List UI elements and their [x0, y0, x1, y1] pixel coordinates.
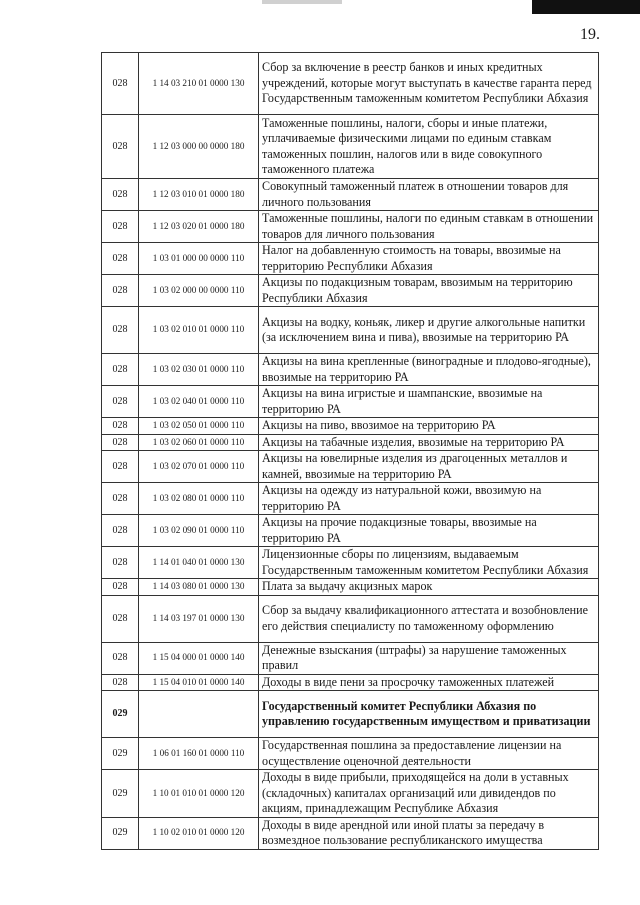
admin-code-cell: 028 [102, 515, 139, 547]
kbk-code-cell [139, 691, 259, 738]
admin-code-cell: 028 [102, 307, 139, 354]
revenue-name-cell: Акцизы на табачные изделия, ввозимые на территорию РА [259, 434, 599, 451]
table-row [102, 451, 599, 483]
table-row [102, 579, 599, 596]
revenue-name-cell: Денежные взыскания (штрафы) за нарушение таможенных правил [259, 642, 599, 674]
revenue-name-cell: Сбор за включение в реестр банков и иных кредитных учреждений, которые могут выступать в качестве гаранта перед Государственным таможенным комитетом Республики Абхазия [259, 53, 599, 115]
revenue-name-cell: Акцизы на одежду из натуральной кожи, ввозимую на территорию РА [259, 483, 599, 515]
table-row [102, 53, 599, 115]
table-row [102, 817, 599, 849]
table-row [102, 307, 599, 354]
revenue-name-cell: Доходы в виде пени за просрочку таможенных платежей [259, 674, 599, 691]
admin-code-cell: 028 [102, 483, 139, 515]
kbk-code-cell: 1 03 02 080 01 0000 110 [139, 483, 259, 515]
revenue-name-cell: Таможенные пошлины, налоги по единым ставкам в отношении товаров для личного пользования [259, 211, 599, 243]
admin-code-cell: 028 [102, 275, 139, 307]
table-row [102, 179, 599, 211]
kbk-code-cell: 1 06 01 160 01 0000 110 [139, 738, 259, 770]
table-row [102, 275, 599, 307]
table-row [102, 674, 599, 691]
kbk-code-cell: 1 15 04 000 01 0000 140 [139, 642, 259, 674]
table-row [102, 547, 599, 579]
table-row [102, 770, 599, 818]
admin-code-cell: 029 [102, 691, 139, 738]
kbk-code-cell: 1 14 01 040 01 0000 130 [139, 547, 259, 579]
scan-artifact-corner [532, 0, 640, 14]
table-row [102, 642, 599, 674]
kbk-code-cell: 1 03 02 040 01 0000 110 [139, 386, 259, 418]
kbk-code-cell: 1 03 02 090 01 0000 110 [139, 515, 259, 547]
revenue-name-cell: Государственный комитет Республики Абхазия по управлению государственным имуществом и приватизации [259, 691, 599, 738]
kbk-code-cell: 1 14 03 197 01 0000 130 [139, 595, 259, 642]
table-row [102, 354, 599, 386]
revenue-name-cell: Акцизы на пиво, ввозимое на территорию РА [259, 418, 599, 435]
table-row [102, 738, 599, 770]
admin-code-cell: 028 [102, 53, 139, 115]
revenue-name-cell: Акцизы на ювелирные изделия из драгоценных металлов и камней, ввозимые на территорию РА [259, 451, 599, 483]
table-body [102, 53, 599, 850]
table-row [102, 483, 599, 515]
table-row [102, 386, 599, 418]
admin-code-cell: 029 [102, 817, 139, 849]
kbk-code-cell: 1 12 03 010 01 0000 180 [139, 179, 259, 211]
revenue-codes-table [101, 52, 599, 850]
table-row [102, 418, 599, 435]
kbk-code-cell: 1 03 02 050 01 0000 110 [139, 418, 259, 435]
kbk-code-cell: 1 12 03 000 00 0000 180 [139, 115, 259, 179]
kbk-code-cell: 1 10 02 010 01 0000 120 [139, 817, 259, 849]
kbk-code-cell: 1 15 04 010 01 0000 140 [139, 674, 259, 691]
kbk-code-cell: 1 03 02 070 01 0000 110 [139, 451, 259, 483]
table-row [102, 211, 599, 243]
revenue-name-cell: Налог на добавленную стоимость на товары, ввозимые на территорию Республики Абхазия [259, 243, 599, 275]
revenue-name-cell: Плата за выдачу акцизных марок [259, 579, 599, 596]
admin-code-cell: 028 [102, 595, 139, 642]
admin-code-cell: 028 [102, 115, 139, 179]
admin-code-cell: 028 [102, 418, 139, 435]
admin-code-cell: 029 [102, 770, 139, 818]
revenue-name-cell: Совокупный таможенный платеж в отношении товаров для личного пользования [259, 179, 599, 211]
admin-code-cell: 028 [102, 179, 139, 211]
kbk-code-cell: 1 03 02 000 00 0000 110 [139, 275, 259, 307]
kbk-code-cell: 1 14 03 080 01 0000 130 [139, 579, 259, 596]
admin-code-cell: 028 [102, 674, 139, 691]
table-row [102, 595, 599, 642]
revenue-name-cell: Сбор за выдачу квалификационного аттестата и возобновление его действия специалисту по таможенному оформлению [259, 595, 599, 642]
admin-code-cell: 028 [102, 451, 139, 483]
admin-code-cell: 028 [102, 354, 139, 386]
admin-code-cell: 028 [102, 547, 139, 579]
kbk-code-cell: 1 03 02 030 01 0000 110 [139, 354, 259, 386]
revenue-name-cell: Акцизы на водку, коньяк, ликер и другие алкогольные напитки (за исключением вина и пива), ввозимые на территорию РА [259, 307, 599, 354]
page-number: 19. [580, 26, 600, 43]
admin-code-cell: 029 [102, 738, 139, 770]
kbk-code-cell: 1 14 03 210 01 0000 130 [139, 53, 259, 115]
kbk-code-cell: 1 03 01 000 00 0000 110 [139, 243, 259, 275]
revenue-name-cell: Таможенные пошлины, налоги, сборы и иные платежи, уплачиваемые физическими лицами по единым ставкам таможенных пошлин, налогов или в виде совокупного таможенного платежа [259, 115, 599, 179]
admin-code-cell: 028 [102, 211, 139, 243]
revenue-name-cell: Доходы в виде прибыли, приходящейся на доли в уставных (складочных) капиталах организаций или дивидендов по акциям, принадлежащим Республике Абхазия [259, 770, 599, 818]
revenue-name-cell: Акцизы по подакцизным товарам, ввозимым на территорию Республики Абхазия [259, 275, 599, 307]
revenue-name-cell: Государственная пошлина за предоставление лицензии на осуществление оценочной деятельности [259, 738, 599, 770]
kbk-code-cell: 1 12 03 020 01 0000 180 [139, 211, 259, 243]
table-row [102, 115, 599, 179]
admin-code-cell: 028 [102, 434, 139, 451]
admin-code-cell: 028 [102, 579, 139, 596]
revenue-name-cell: Акцизы на прочие подакцизные товары, ввозимые на территорию РА [259, 515, 599, 547]
table-row [102, 515, 599, 547]
revenue-name-cell: Акцизы на вина игристые и шампанские, ввозимые на территорию РА [259, 386, 599, 418]
table-row [102, 691, 599, 738]
table-row [102, 434, 599, 451]
admin-code-cell: 028 [102, 243, 139, 275]
kbk-code-cell: 1 03 02 060 01 0000 110 [139, 434, 259, 451]
scan-artifact-top [262, 0, 342, 4]
table-row [102, 243, 599, 275]
revenue-name-cell: Доходы в виде арендной или иной платы за передачу в возмездное пользование республиканского имущества [259, 817, 599, 849]
admin-code-cell: 028 [102, 386, 139, 418]
revenue-name-cell: Лицензионные сборы по лицензиям, выдаваемым Государственным таможенным комитетом Республики Абхазия [259, 547, 599, 579]
kbk-code-cell: 1 03 02 010 01 0000 110 [139, 307, 259, 354]
revenue-name-cell: Акцизы на вина крепленные (виноградные и плодово-ягодные), ввозимые на территорию РА [259, 354, 599, 386]
kbk-code-cell: 1 10 01 010 01 0000 120 [139, 770, 259, 818]
admin-code-cell: 028 [102, 642, 139, 674]
